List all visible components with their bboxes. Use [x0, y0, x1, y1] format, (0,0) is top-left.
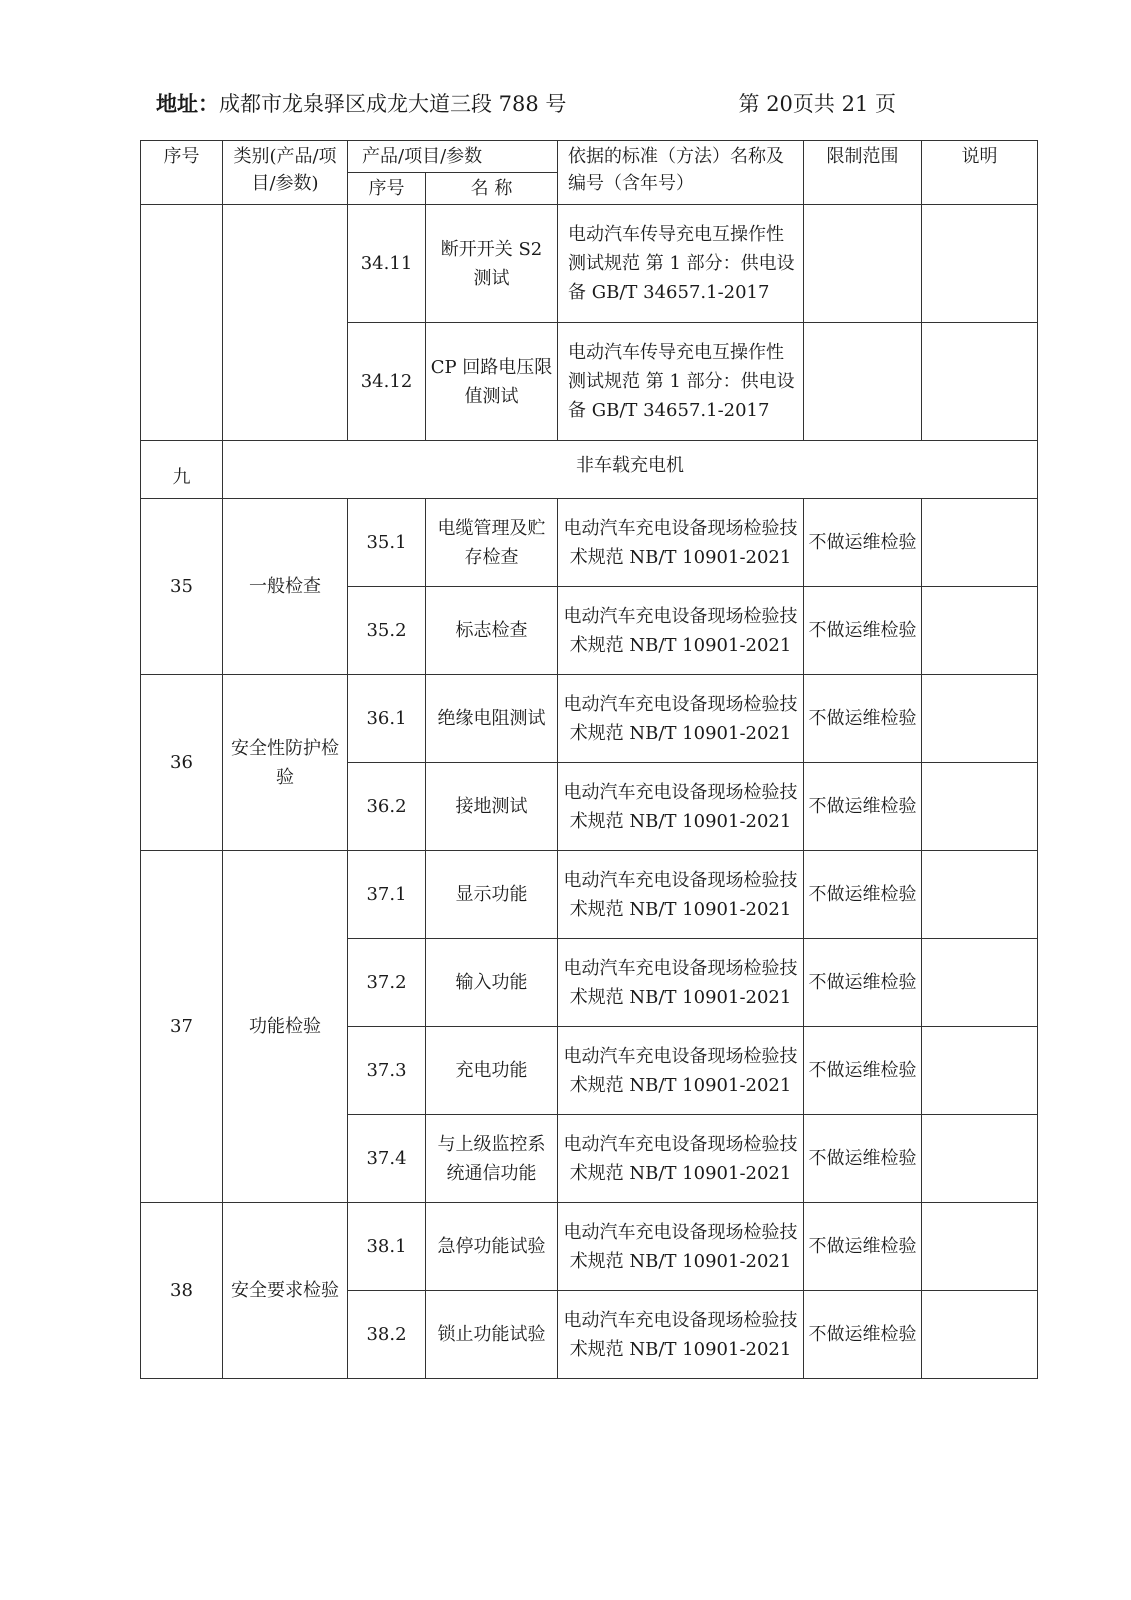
- standard-cell: 电动汽车充电设备现场检验技术规范 NB/T 10901-2021: [558, 939, 804, 1027]
- sub-seq-cell: 34.12: [348, 323, 426, 441]
- page-number: 第 20页共 21 页: [738, 92, 896, 116]
- sub-seq-cell: 37.3: [348, 1027, 426, 1115]
- group-seq: 35: [141, 499, 223, 675]
- header-product: 产品/项目/参数: [348, 141, 558, 173]
- table-row: [141, 499, 1038, 587]
- note-cell: [922, 323, 1038, 441]
- sub-seq-cell: 35.1: [348, 499, 426, 587]
- limit-cell: 不做运维检验: [804, 1115, 922, 1203]
- table-row: [141, 851, 1038, 939]
- section-row: [141, 441, 1038, 499]
- item-name-cell: 接地测试: [426, 763, 558, 851]
- header-standard: 依据的标准（方法）名称及编号（含年号）: [558, 141, 804, 205]
- sub-seq-cell: 37.2: [348, 939, 426, 1027]
- table-row: [141, 1203, 1038, 1291]
- header-name: 名 称: [426, 173, 558, 205]
- note-cell: [922, 1203, 1038, 1291]
- note-cell: [922, 939, 1038, 1027]
- standard-cell: 电动汽车充电设备现场检验技术规范 NB/T 10901-2021: [558, 1203, 804, 1291]
- header-sub-seq: 序号: [348, 173, 426, 205]
- group-seq: 36: [141, 675, 223, 851]
- item-name-cell: 电缆管理及贮存检查: [426, 499, 558, 587]
- standard-cell: 电动汽车充电设备现场检验技术规范 NB/T 10901-2021: [558, 763, 804, 851]
- header-limit: 限制范围: [804, 141, 922, 205]
- limit-cell: [804, 323, 922, 441]
- standard-cell: 电动汽车充电设备现场检验技术规范 NB/T 10901-2021: [558, 851, 804, 939]
- limit-cell: 不做运维检验: [804, 587, 922, 675]
- item-name-cell: 绝缘电阻测试: [426, 675, 558, 763]
- sub-seq-cell: 35.2: [348, 587, 426, 675]
- limit-cell: 不做运维检验: [804, 851, 922, 939]
- group-seq: 37: [141, 851, 223, 1203]
- page-header: [156, 88, 896, 122]
- item-name-cell: 急停功能试验: [426, 1203, 558, 1291]
- sub-seq-cell: 38.1: [348, 1203, 426, 1291]
- item-name-cell: 标志检查: [426, 587, 558, 675]
- limit-cell: 不做运维检验: [804, 675, 922, 763]
- standard-cell: 电动汽车充电设备现场检验技术规范 NB/T 10901-2021: [558, 1027, 804, 1115]
- address-line: [156, 88, 566, 118]
- note-cell: [922, 587, 1038, 675]
- group-category: 功能检验: [223, 851, 348, 1203]
- section-title: 非车载充电机: [223, 441, 1038, 499]
- sub-seq-cell: 37.1: [348, 851, 426, 939]
- category-cell: [223, 205, 348, 441]
- note-cell: [922, 763, 1038, 851]
- item-name-cell: 输入功能: [426, 939, 558, 1027]
- sub-seq-cell: 38.2: [348, 1291, 426, 1379]
- header-category: 类别(产品/项目/参数): [223, 141, 348, 205]
- limit-cell: 不做运维检验: [804, 1027, 922, 1115]
- section-seq: 九: [141, 441, 223, 499]
- sub-seq-cell: 37.4: [348, 1115, 426, 1203]
- note-cell: [922, 205, 1038, 323]
- note-cell: [922, 1115, 1038, 1203]
- sub-seq-cell: 36.2: [348, 763, 426, 851]
- standard-cell: 电动汽车充电设备现场检验技术规范 NB/T 10901-2021: [558, 1291, 804, 1379]
- sub-seq-cell: 36.1: [348, 675, 426, 763]
- group-seq: 38: [141, 1203, 223, 1379]
- item-name-cell: CP 回路电压限值测试: [426, 323, 558, 441]
- inspection-table: [140, 140, 1038, 1379]
- limit-cell: 不做运维检验: [804, 939, 922, 1027]
- item-name-cell: 锁止功能试验: [426, 1291, 558, 1379]
- item-name-cell: 充电功能: [426, 1027, 558, 1115]
- limit-cell: 不做运维检验: [804, 1203, 922, 1291]
- address-label: 地址：: [156, 91, 219, 116]
- standard-cell: 电动汽车充电设备现场检验技术规范 NB/T 10901-2021: [558, 675, 804, 763]
- standard-cell: 电动汽车传导充电互操作性测试规范 第 1 部分：供电设备 GB/T 34657.1-2017: [558, 205, 804, 323]
- item-name-cell: 与上级监控系统通信功能: [426, 1115, 558, 1203]
- note-cell: [922, 1027, 1038, 1115]
- group-category: 安全要求检验: [223, 1203, 348, 1379]
- note-cell: [922, 499, 1038, 587]
- note-cell: [922, 851, 1038, 939]
- group-category: 安全性防护检验: [223, 675, 348, 851]
- group-category: 一般检查: [223, 499, 348, 675]
- sub-seq-cell: 34.11: [348, 205, 426, 323]
- note-cell: [922, 675, 1038, 763]
- standard-cell: 电动汽车充电设备现场检验技术规范 NB/T 10901-2021: [558, 499, 804, 587]
- standard-cell: 电动汽车充电设备现场检验技术规范 NB/T 10901-2021: [558, 1115, 804, 1203]
- header-row: [141, 141, 1038, 173]
- limit-cell: 不做运维检验: [804, 763, 922, 851]
- item-name-cell: 断开开关 S2 测试: [426, 205, 558, 323]
- seq-cell: [141, 205, 223, 441]
- item-name-cell: 显示功能: [426, 851, 558, 939]
- note-cell: [922, 1291, 1038, 1379]
- header-seq: 序号: [141, 141, 223, 205]
- table-row: [141, 205, 1038, 323]
- limit-cell: [804, 205, 922, 323]
- header-note: 说明: [922, 141, 1038, 205]
- limit-cell: 不做运维检验: [804, 499, 922, 587]
- standard-cell: 电动汽车充电设备现场检验技术规范 NB/T 10901-2021: [558, 587, 804, 675]
- address-text: 成都市龙泉驿区成龙大道三段 788 号: [219, 92, 567, 116]
- table-row: [141, 675, 1038, 763]
- limit-cell: 不做运维检验: [804, 1291, 922, 1379]
- standard-cell: 电动汽车传导充电互操作性测试规范 第 1 部分：供电设备 GB/T 34657.1-2017: [558, 323, 804, 441]
